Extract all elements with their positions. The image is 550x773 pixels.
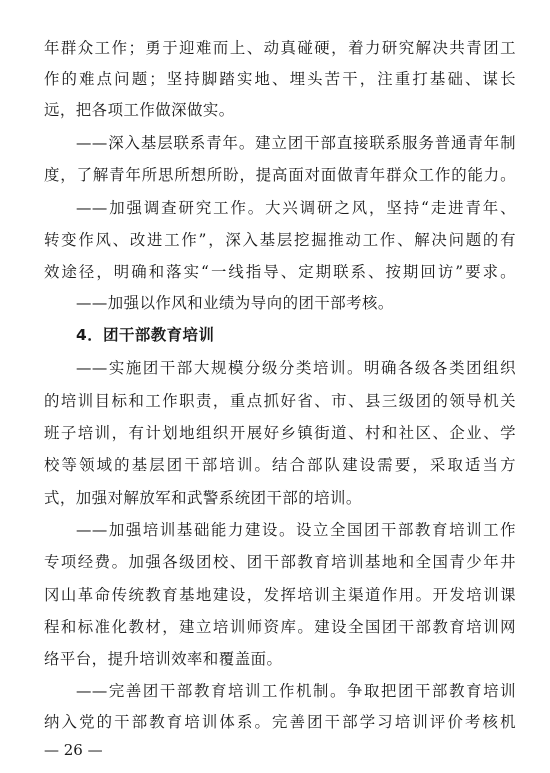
- body-line: 程和标准化教材，建立培训师资库。建设全国团干部教育培训网: [44, 618, 516, 636]
- page-number: — 26 —: [44, 741, 103, 759]
- body-line: 校等领域的基层团干部培训。结合部队建设需要，采取适当方: [44, 456, 516, 474]
- body-line: 年群众工作；勇于迎难而上、动真碰硬，着力研究解决共青团工: [44, 39, 516, 57]
- body-line: ——加强调查研究工作。大兴调研之风，坚持“走进青年、: [76, 199, 516, 217]
- body-line: 效途径，明确和落实“一线指导、定期联系、按期回访”要求。: [44, 263, 516, 281]
- body-line: 冈山革命传统教育基地建设，发挥培训主渠道作用。开发培训课: [44, 586, 516, 604]
- body-line: ——深入基层联系青年。建立团干部直接联系服务普通青年制: [76, 134, 516, 152]
- body-line: 作的难点问题；坚持脚踏实地、埋头苦干，注重打基础、谋长: [44, 70, 516, 88]
- body-line: 络平台，提升培训效率和覆盖面。: [44, 650, 283, 668]
- body-line: 专项经费。加强各级团校、团干部教育培训基地和全国青少年井: [44, 553, 516, 571]
- body-line: 的培训目标和工作职责，重点抓好省、市、县三级团的领导机关: [44, 392, 516, 410]
- body-line: 式，加强对解放军和武警系统团干部的培训。: [44, 489, 362, 507]
- body-line: 度，了解青年所思所想所盼，提高面对面做青年群众工作的能力。: [44, 166, 516, 184]
- body-line: ——加强培训基础能力建设。设立全国团干部教育培训工作: [76, 521, 516, 539]
- section-heading: 4．团干部教育培训: [76, 326, 215, 344]
- body-line: 班子培训，有计划地组织开展好乡镇街道、村和社区、企业、学: [44, 424, 516, 442]
- body-line: ——实施团干部大规模分级分类培训。明确各级各类团组织: [76, 359, 516, 377]
- body-line: 远，把各项工作做深做实。: [44, 101, 235, 119]
- body-line: ——完善团干部教育培训工作机制。争取把团干部教育培训: [76, 682, 516, 700]
- body-line: 转变作风、改进工作”，深入基层挖掘推动工作、解决问题的有: [44, 231, 516, 249]
- body-line: 纳入党的干部教育培训体系。完善团干部学习培训评价考核机: [44, 713, 516, 731]
- body-line: ——加强以作风和业绩为导向的团干部考核。: [76, 294, 394, 312]
